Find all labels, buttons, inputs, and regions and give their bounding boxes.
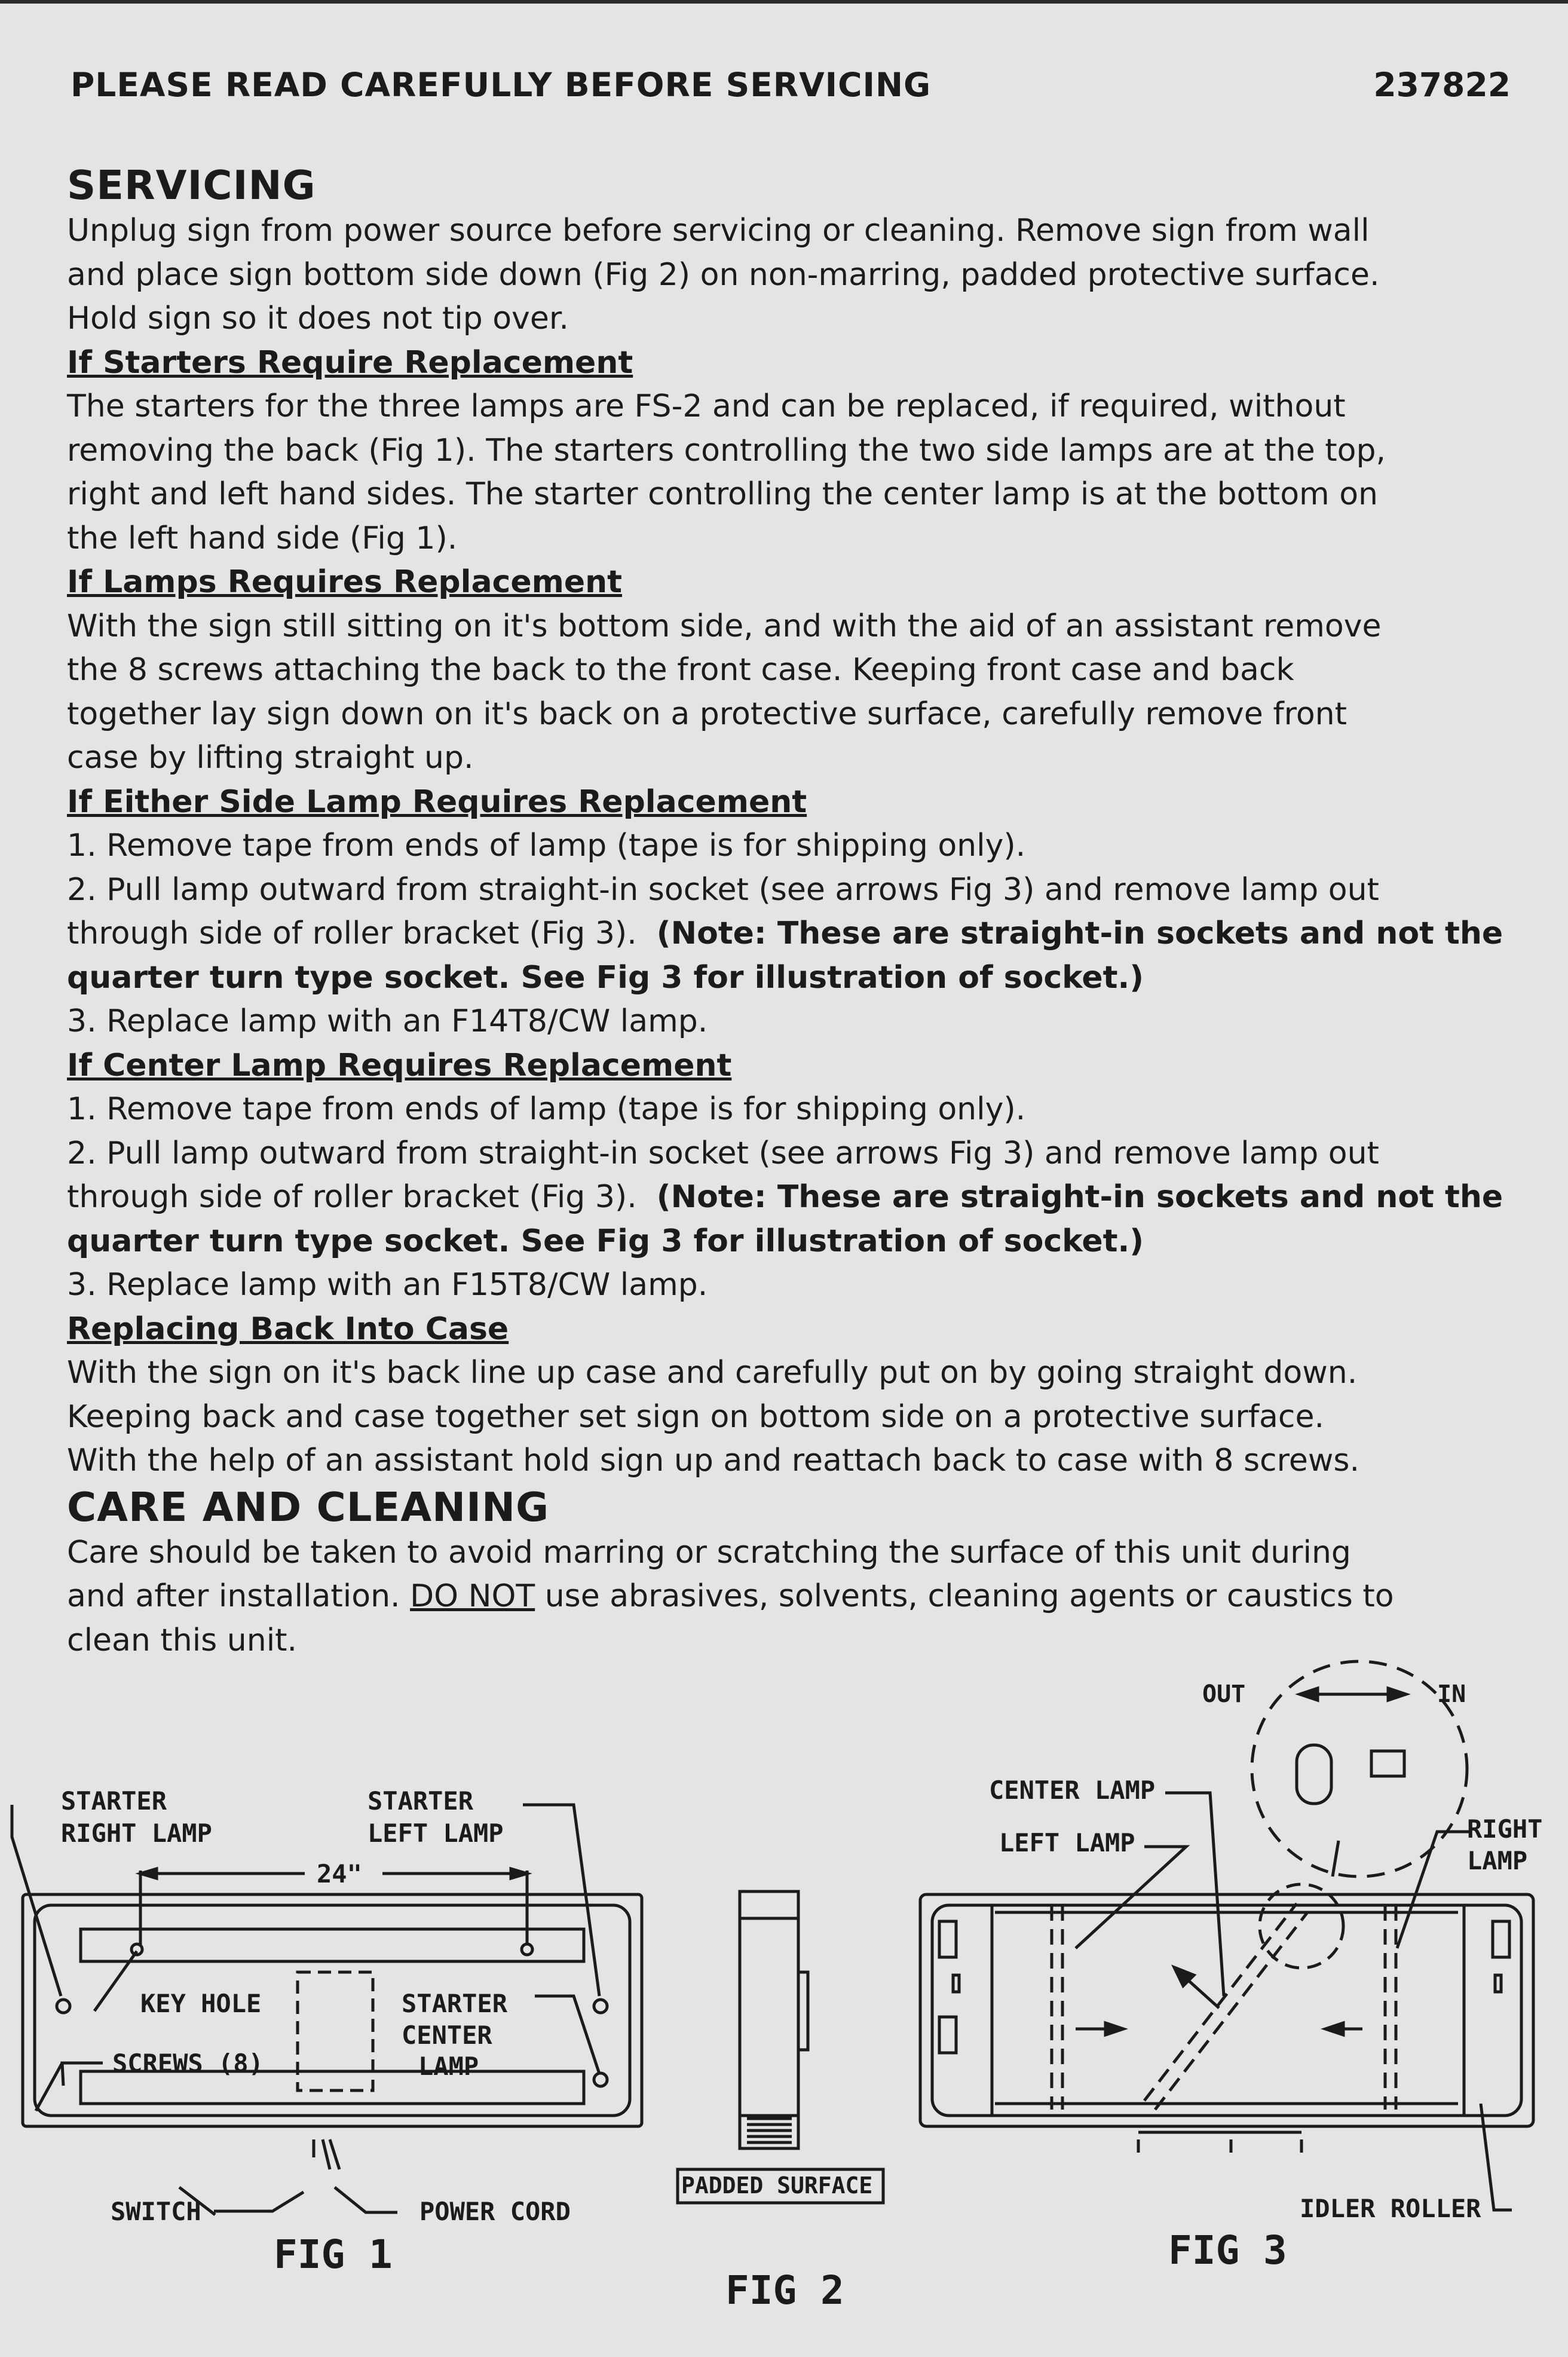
fig2-side-view <box>678 1891 883 2203</box>
care-line <box>67 1575 1525 1619</box>
center-lamp-note: quarter turn type socket. See Fig 3 for illustration of socket.) <box>67 1223 1144 1259</box>
fig1-starter-center-label: STARTER <box>402 1989 508 2018</box>
do-not-emphasis: DO NOT <box>410 1578 535 1614</box>
back-line: With the sign on it's back line up case and carefully put on by going straight down. <box>67 1355 1358 1391</box>
fig3-in-label: IN <box>1437 1680 1466 1708</box>
care-text: and after installation. <box>67 1578 400 1614</box>
fig3-idler-roller-label: IDLER ROLLER <box>1300 2194 1481 2223</box>
starters-line: the left hand side (Fig 1). <box>67 520 458 556</box>
fig1-starter-right-label: STARTER <box>61 1786 167 1816</box>
center-lamp-step <box>67 1176 1525 1220</box>
back-line: Keeping back and case together set sign on bottom side on a protective surface. <box>67 1398 1324 1435</box>
care-line: clean this unit. <box>67 1622 298 1658</box>
fig1-starter-center-label: LAMP <box>418 2052 479 2081</box>
fig1-power-cord-label: POWER CORD <box>419 2197 571 2226</box>
center-lamp-step: 3. Replace lamp with an F15T8/CW lamp. <box>67 1267 708 1303</box>
starters-line: The starters for the three lamps are FS-2 and can be replaced, if required, without <box>67 388 1346 424</box>
intro-line: Hold sign so it does not tip over. <box>67 301 569 336</box>
fig1-starter-left-label: STARTER <box>368 1786 474 1816</box>
center-lamp-step: 1. Remove tape from ends of lamp (tape is for shipping only). <box>67 1091 1026 1127</box>
lamps-line: case by lifting straight up. <box>67 740 474 776</box>
fig1-caption: FIG 1 <box>274 2232 393 2278</box>
lamps-line: the 8 screws attaching the back to the front case. Keeping front case and back <box>67 652 1294 688</box>
center-lamp-step: 2. Pull lamp outward from straight-in socket (see arrows Fig 3) and remove lamp out <box>67 1135 1379 1171</box>
fig2-caption: FIG 2 <box>725 2267 844 2313</box>
fig1-starter-right-label: RIGHT LAMP <box>61 1819 212 1848</box>
side-lamp-step-text: through side of roller bracket (Fig 3). <box>67 916 637 951</box>
servicing-heading: SERVICING <box>67 162 316 209</box>
fig1-starter-left-label: LEFT LAMP <box>368 1819 504 1848</box>
part-number: 237822 <box>1373 66 1511 104</box>
intro-line: Unplug sign from power source before servicing or cleaning. Remove sign from wall <box>67 213 1370 249</box>
intro-line: and place sign bottom side down (Fig 2) on non-marring, padded protective surface. <box>67 256 1380 293</box>
care-line: Care should be taken to avoid marring or scratching the surface of this unit during <box>67 1534 1351 1571</box>
center-lamp-heading: If Center Lamp Requires Replacement <box>67 1047 732 1083</box>
fig3-right-lamp-label: LAMP <box>1467 1846 1528 1875</box>
fig3-left-lamp-label: LEFT LAMP <box>999 1828 1135 1857</box>
side-lamp-note: (Note: These are straight-in sockets and not the <box>656 916 1503 951</box>
side-lamp-step: 3. Replace lamp with an F14T8/CW lamp. <box>67 1003 708 1039</box>
starters-line: right and left hand sides. The starter controlling the center lamp is at the bottom on <box>67 476 1379 512</box>
fig1-starter-center-label: CENTER <box>402 2021 492 2050</box>
side-lamp-step: 1. Remove tape from ends of lamp (tape is for shipping only). <box>67 828 1026 864</box>
fig3-out-label: OUT <box>1202 1680 1246 1708</box>
fig3-sign-front <box>920 1661 1533 2210</box>
fig1-dimension-label: 24" <box>317 1859 362 1888</box>
top-border <box>0 0 1568 4</box>
fig1-screws-label: SCREWS (8) <box>112 2049 264 2078</box>
instructions <box>67 161 1525 1663</box>
center-lamp-step-text: through side of roller bracket (Fig 3). <box>67 1179 637 1215</box>
fig2-padded-label: PADDED SURFACE <box>681 2172 873 2199</box>
side-lamp-heading: If Either Side Lamp Requires Replacement <box>67 783 807 820</box>
figures-drawing <box>0 1637 1568 2357</box>
page-header <box>71 66 1511 108</box>
care-text: use abrasives, solvents, cleaning agents or caustics to <box>544 1578 1394 1614</box>
starters-line: removing the back (Fig 1). The starters controlling the two side lamps are at the top, <box>67 432 1386 469</box>
side-lamp-step: 2. Pull lamp outward from straight-in socket (see arrows Fig 3) and remove lamp out <box>67 871 1379 908</box>
side-lamp-note: quarter turn type socket. See Fig 3 for illustration of socket.) <box>67 959 1144 996</box>
back-heading: Replacing Back Into Case <box>67 1311 509 1347</box>
fig3-right-lamp-label: RIGHT <box>1467 1814 1543 1844</box>
center-lamp-note: (Note: These are straight-in sockets and not the <box>656 1179 1503 1215</box>
fig3-center-lamp-label: CENTER LAMP <box>989 1776 1156 1805</box>
starters-heading: If Starters Require Replacement <box>67 344 633 381</box>
lamps-line: together lay sign down on it's back on a protective surface, carefully remove front <box>67 696 1348 732</box>
lamps-heading: If Lamps Requires Replacement <box>67 564 622 600</box>
lamps-line: With the sign still sitting on it's bottom side, and with the aid of an assistant remove <box>67 608 1382 644</box>
fig1-key-hole-label: KEY HOLE <box>140 1989 262 2018</box>
header-title: PLEASE READ CAREFULLY BEFORE SERVICING <box>71 66 932 104</box>
fig1-switch-label: SWITCH <box>111 2197 201 2226</box>
side-lamp-step <box>67 912 1525 956</box>
fig3-caption: FIG 3 <box>1168 2227 1287 2273</box>
back-line: With the help of an assistant hold sign up and reattach back to case with 8 screws. <box>67 1443 1360 1479</box>
figures <box>0 1637 1568 2357</box>
care-heading: CARE AND CLEANING <box>67 1483 550 1530</box>
